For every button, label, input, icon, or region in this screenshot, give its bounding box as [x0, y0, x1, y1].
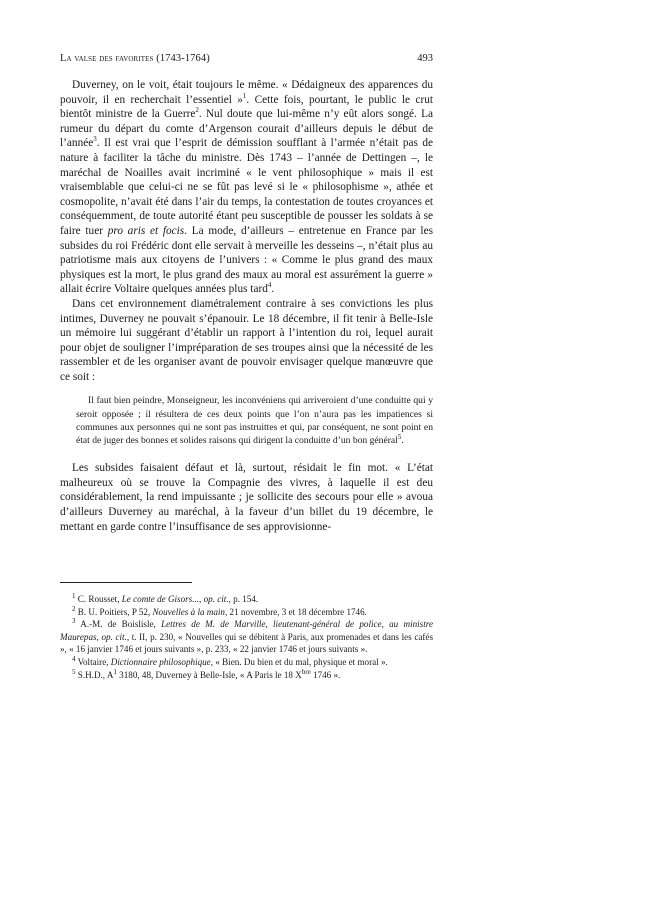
- quote-text: [76, 394, 433, 447]
- paragraph-2: Dans cet environnement diamétralement contraire à ses convictions les plus intimes, Duverney ne pouvait s’épanouir. Le 18 décembre, il fit tenir à Belle-Isle un mémoire lui suggérant d’établir un rapport à l’intention du roi, lequel aurait pour objet de souligner l’impréparation de ses troupes ainsi que la nécessité de les rassembler et de les organiser avant de pouvoir envisager quelque manœuvre que ce soit :: [60, 297, 433, 383]
- text-run: 3180, 48, Duverney à Belle-Isle, « A Paris le 18 X: [116, 669, 302, 680]
- text-run: , t. II, p. 230, « Nouvelles qui se débitent à Paris, aux promenades et dans les cafés », « 16 janvier 1746 et jours suivants », p. 233, « 22 janvier 1746 et jours suivants ».: [60, 631, 433, 655]
- page: [60, 52, 434, 680]
- italic-title: Nouvelles à la main: [152, 606, 225, 617]
- page-number: 493: [417, 53, 433, 64]
- running-head: [60, 52, 433, 66]
- italic-abbrev: op. cit.: [203, 594, 229, 604]
- text-run: C. Rousset,: [77, 594, 122, 604]
- footnote-number: 4: [72, 654, 76, 663]
- body-text: [60, 78, 433, 534]
- text-run: ,: [96, 631, 102, 642]
- text-run: S.H.D., A: [77, 669, 114, 680]
- footnotes: [60, 593, 433, 681]
- superscript: bre: [301, 667, 311, 676]
- text-run: .: [271, 283, 275, 296]
- text-run: A.-M. de Boislisle,: [80, 619, 162, 630]
- footnote-number: 1: [72, 591, 76, 600]
- running-title: La valse des favorites (1743-1764): [60, 53, 210, 64]
- text-run: , 21 novembre, 3 et 18 décembre 1746.: [224, 606, 367, 617]
- footnote-number: 5: [72, 667, 76, 676]
- footnote-3: [60, 618, 433, 656]
- footnote-5: [60, 669, 433, 682]
- text-run: Il faut bien peindre, Monseigneur, les inconvéniens qui arriveroient d’une conduitte qui y seroit opposée ; il résultera de ces deux points que l’on n’aura pas les impatiences si communes aux personnes qui ne sont pas instruittes et qui, par conséquent, ne sont point en état de juger des bonnes et solides raisons qui dirigent la conduitte d’un bon général: [76, 395, 433, 447]
- text-run: . Nul doute que lui-même n’y eût alors songé. La rumeur du départ du comte d’Argenson courait d’ailleurs depuis le début de l’année: [60, 108, 433, 150]
- text-run: Duverney, on le voit, était toujours le même. « Dédaigneux des apparences du pouvoir, il en recherchait l’essentiel »: [60, 79, 433, 106]
- text-run: .: [401, 435, 404, 447]
- footnote-ref-1: 1: [242, 91, 247, 100]
- paragraph-3: Les subsides faisaient défaut et là, surtout, résidait le fin mot. « L’état malheureux où se trouve la Compagnie des vivres, à laquelle il est deu considérablement, la rend impuissante ; je sollicite des secours pour elle » avoua d’ailleurs Duverney au maréchal, à la faveur d’un billet du 19 décembre, le mettant en garde contre l’insuffisance de ses approvisionne-: [60, 462, 433, 533]
- italic-title: Le comte de Gisors...: [121, 594, 200, 604]
- text-run: . Cette fois, pourtant, le public le crut bientôt ministre de la Guerre: [60, 93, 434, 121]
- footnote-number: 3: [72, 617, 76, 626]
- text-run: ,: [199, 594, 204, 604]
- text-run: . La mode, d’ailleurs – entretenue en France par les subsides du roi Frédéric dont elle servait à merveille les desseins –, n’était plus au patriotisme mais aux citoyens de l’univers : « Comme le plus grand des maux physiques est la mort, le plus grand des maux au moral est assurément la guerre » allait écrire Voltaire quelques années plus tard: [60, 224, 433, 296]
- italic-phrase: pro aris et focis: [107, 224, 185, 237]
- footnote-number: 2: [72, 604, 76, 613]
- text-run: , « Bien. Du bien et du mal, physique et moral ».: [210, 656, 388, 667]
- text-run: 1746 ».: [310, 669, 341, 680]
- footnote-2: [60, 606, 433, 619]
- block-quote: [76, 394, 433, 447]
- footnote-ref-4: 4: [267, 281, 272, 290]
- text-run: , p. 154.: [228, 594, 259, 604]
- superscript: 1: [113, 667, 117, 676]
- italic-abbrev: op. cit.: [101, 631, 127, 642]
- paragraph-1: [60, 78, 433, 297]
- footnote-ref-3: 3: [93, 135, 97, 144]
- footnote-ref-2: 2: [195, 106, 199, 115]
- text-run: Voltaire,: [77, 656, 111, 667]
- text-run: B. U. Poitiers, P 52,: [77, 606, 153, 617]
- footnote-rule: [60, 582, 192, 583]
- italic-title: Lettres de M. de Marville, lieutenant-général de police, au ministre Maurepas: [60, 619, 433, 642]
- footnote-1: [60, 593, 433, 606]
- italic-title: Dictionnaire philosophique: [110, 656, 211, 667]
- footnote-ref-5: 5: [397, 432, 402, 441]
- text-run: . Il est vrai que l’esprit de démission soufflant à l’armée n’était pas de nature à faciliter la tâche du ministre. Dès 1743 – l’année de Dettingen –, le maréchal de Noailles avait incriminé « le vent philosophique » mais il est vraisemblable que celui-ci ne se fût pas levé si le « philosophisme », athée et cosmopolite, n’avait été dans l’air du temps, la contestation de toutes croyances et conséquemment, de toute autorité étant peu susceptible de pousser les soldats à se faire tuer: [60, 137, 433, 237]
